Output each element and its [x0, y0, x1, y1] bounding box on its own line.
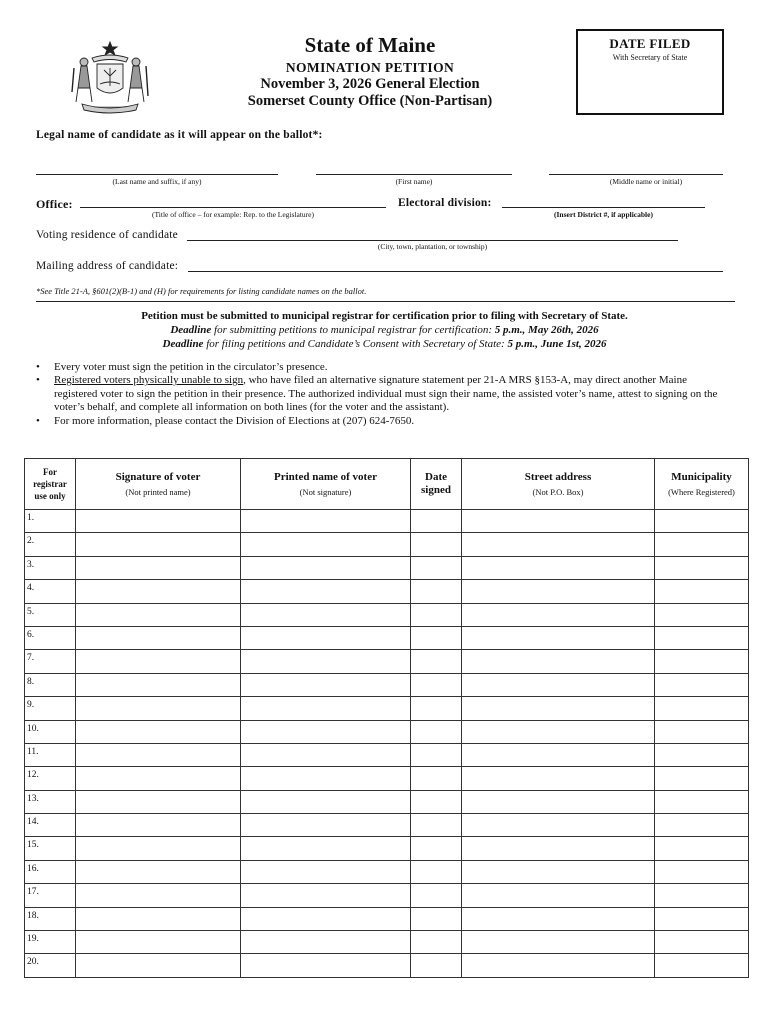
municipality-cell[interactable]	[655, 907, 749, 930]
table-row	[25, 650, 749, 673]
table-row	[25, 580, 749, 603]
municipality-cell[interactable]	[655, 931, 749, 954]
registrar-cell	[25, 626, 76, 649]
signature-cell[interactable]	[76, 954, 241, 977]
municipality-cell[interactable]	[655, 603, 749, 626]
row-number: 7.	[27, 653, 35, 664]
col-signature-header: Signature of voter (Not printed name)	[76, 459, 241, 510]
table-row	[25, 907, 749, 930]
printed-name-cell[interactable]	[241, 580, 411, 603]
date-signed-cell[interactable]	[411, 510, 462, 533]
date-signed-cell[interactable]	[411, 697, 462, 720]
printed-name-cell[interactable]	[241, 603, 411, 626]
signature-cell[interactable]	[76, 814, 241, 837]
street-address-cell[interactable]	[462, 603, 655, 626]
table-row	[25, 884, 749, 907]
electoral-division-caption: (Insert District #, if applicable)	[554, 210, 653, 219]
municipality-cell[interactable]	[655, 954, 749, 977]
printed-name-cell[interactable]	[241, 931, 411, 954]
row-number: 9.	[27, 700, 35, 711]
street-address-cell[interactable]	[462, 814, 655, 837]
signature-cell[interactable]	[76, 580, 241, 603]
row-number: 16.	[27, 863, 39, 874]
signature-cell[interactable]	[76, 790, 241, 813]
registrar-cell	[25, 603, 76, 626]
row-number: 12.	[27, 770, 39, 781]
date-signed-cell[interactable]	[411, 884, 462, 907]
col-municipality-header: Municipality (Where Registered)	[655, 459, 749, 510]
signature-cell[interactable]	[76, 697, 241, 720]
registrar-cell	[25, 580, 76, 603]
deadline-date: 5 p.m., May 26th, 2026	[494, 324, 599, 336]
date-signed-cell[interactable]	[411, 814, 462, 837]
printed-name-cell[interactable]	[241, 697, 411, 720]
deadline-text: for submitting petitions to municipal registrar for certification:	[211, 324, 495, 336]
street-address-cell[interactable]	[462, 767, 655, 790]
table-row	[25, 790, 749, 813]
table-row	[25, 931, 749, 954]
middle-name-caption: (Middle name or initial)	[609, 177, 683, 186]
deadline-instructions	[36, 309, 733, 351]
date-signed-cell[interactable]	[411, 720, 462, 743]
election-line: November 3, 2026 General Election	[260, 76, 480, 92]
street-address-cell[interactable]	[462, 580, 655, 603]
printed-name-cell[interactable]	[241, 743, 411, 766]
municipality-cell[interactable]	[655, 510, 749, 533]
row-number: 11.	[27, 746, 39, 757]
table-header-row	[25, 459, 749, 510]
signature-cell[interactable]	[76, 533, 241, 556]
municipality-cell[interactable]	[655, 626, 749, 649]
street-address-cell[interactable]	[462, 884, 655, 907]
signature-cell[interactable]	[76, 650, 241, 673]
table-row	[25, 814, 749, 837]
registrar-cell	[25, 510, 76, 533]
registrar-cell	[25, 533, 76, 556]
municipality-cell[interactable]	[655, 720, 749, 743]
office-field[interactable]	[80, 207, 386, 208]
date-signed-cell[interactable]	[411, 673, 462, 696]
registrar-cell	[25, 743, 76, 766]
table-row	[25, 626, 749, 649]
deadline-text: for filing petitions and Candidate’s Consent with Secretary of State:	[203, 338, 508, 350]
col-registrar-header: For registrar use only	[25, 459, 76, 510]
street-address-cell[interactable]	[462, 907, 655, 930]
registrar-cell	[25, 884, 76, 907]
municipality-cell[interactable]	[655, 556, 749, 579]
date-signed-cell[interactable]	[411, 907, 462, 930]
signature-cell[interactable]	[76, 673, 241, 696]
deadline-date: 5 p.m., June 1st, 2026	[507, 338, 607, 350]
date-signed-cell[interactable]	[411, 790, 462, 813]
street-address-cell[interactable]	[462, 931, 655, 954]
date-signed-cell[interactable]	[411, 743, 462, 766]
maine-state-seal-icon	[64, 40, 156, 116]
table-row	[25, 533, 749, 556]
last-name-field[interactable]	[36, 174, 278, 175]
municipality-cell[interactable]	[655, 837, 749, 860]
street-address-cell[interactable]	[462, 837, 655, 860]
row-number: 1.	[27, 513, 35, 523]
municipality-cell[interactable]	[655, 650, 749, 673]
legal-name-label: Legal name of candidate as it will appear on the ballot*:	[36, 129, 323, 141]
table-row	[25, 603, 749, 626]
deadline-word: Deadline	[170, 324, 212, 336]
row-number: 3.	[27, 559, 35, 570]
printed-name-cell[interactable]	[241, 673, 411, 696]
printed-name-cell[interactable]	[241, 510, 411, 533]
date-signed-cell[interactable]	[411, 860, 462, 883]
table-row	[25, 720, 749, 743]
signature-cell[interactable]	[76, 931, 241, 954]
registrar-cell	[25, 790, 76, 813]
deadline-word: Deadline	[162, 338, 204, 350]
signature-cell[interactable]	[76, 767, 241, 790]
filing-deadline	[36, 337, 733, 351]
street-address-cell[interactable]	[462, 673, 655, 696]
signature-table	[24, 458, 749, 978]
street-address-cell[interactable]	[462, 510, 655, 533]
signature-cell[interactable]	[76, 603, 241, 626]
row-number: 17.	[27, 887, 39, 898]
table-row	[25, 954, 749, 977]
street-address-cell[interactable]	[462, 720, 655, 743]
row-number: 10.	[27, 723, 39, 734]
submission-headline: Petition must be submitted to municipal registrar for certification prior to filing with Secretary of State.	[141, 310, 628, 322]
signature-cell[interactable]	[76, 907, 241, 930]
office-caption: (Title of office – for example: Rep. to the Legislature)	[151, 210, 315, 219]
registrar-cell	[25, 697, 76, 720]
electoral-division-label: Electoral division:	[398, 197, 492, 209]
registrar-cell	[25, 860, 76, 883]
last-name-caption: (Last name and suffix, if any)	[112, 177, 202, 186]
printed-name-cell[interactable]	[241, 814, 411, 837]
municipality-cell[interactable]	[655, 533, 749, 556]
row-number: 8.	[27, 676, 35, 687]
municipality-cell[interactable]	[655, 860, 749, 883]
table-row	[25, 743, 749, 766]
assisted-signing-text: , who have filed an alternative signature statement per 21-A MRS §153-A, may direct another Maine registered voter to sign the petition in their presence. The authorized individual must sign their name, the assisted voter’s name, attest to signing on the voter’s behalf, and complete all information on both lines (for the voter and the assistant).	[54, 374, 718, 414]
table-row	[25, 767, 749, 790]
bullet-item: • Every voter must sign the petition in the circulator’s presence.	[36, 361, 730, 374]
row-number: 19.	[27, 934, 39, 945]
bullet-item	[36, 374, 730, 414]
date-signed-cell[interactable]	[411, 954, 462, 977]
voting-residence-label: Voting residence of candidate	[36, 229, 178, 241]
street-address-cell[interactable]	[462, 650, 655, 673]
mailing-address-label: Mailing address of candidate:	[36, 260, 179, 272]
signature-cell[interactable]	[76, 860, 241, 883]
street-address-cell[interactable]	[462, 697, 655, 720]
street-address-cell[interactable]	[462, 626, 655, 649]
printed-name-cell[interactable]	[241, 860, 411, 883]
ballot-name-footnote: *See Title 21-A, §601(2)(B-1) and (H) for requirements for listing candidate names on the ballot.	[36, 286, 367, 296]
date-filed-box[interactable]	[576, 29, 724, 115]
printed-name-cell[interactable]	[241, 533, 411, 556]
row-number: 2.	[27, 536, 35, 547]
signature-cell[interactable]	[76, 884, 241, 907]
street-address-cell[interactable]	[462, 556, 655, 579]
municipality-cell[interactable]	[655, 884, 749, 907]
printed-name-cell[interactable]	[241, 556, 411, 579]
printed-name-cell[interactable]	[241, 907, 411, 930]
office-line: Somerset County Office (Non-Partisan)	[247, 93, 493, 109]
registrar-deadline	[36, 323, 733, 337]
signature-cell[interactable]	[76, 626, 241, 649]
date-signed-cell[interactable]	[411, 603, 462, 626]
signature-cell[interactable]	[76, 720, 241, 743]
street-address-cell[interactable]	[462, 533, 655, 556]
municipality-cell[interactable]	[655, 697, 749, 720]
petition-subtitle: NOMINATION PETITION	[285, 60, 455, 75]
municipality-cell[interactable]	[655, 743, 749, 766]
signature-cell[interactable]	[76, 837, 241, 860]
printed-name-cell[interactable]	[241, 790, 411, 813]
street-address-cell[interactable]	[462, 743, 655, 766]
table-row	[25, 837, 749, 860]
signature-cell[interactable]	[76, 510, 241, 533]
date-signed-cell[interactable]	[411, 580, 462, 603]
printed-name-cell[interactable]	[241, 954, 411, 977]
signature-cell[interactable]	[76, 743, 241, 766]
table-row	[25, 860, 749, 883]
page-title: State of Maine	[304, 33, 436, 57]
row-number: 20.	[27, 957, 39, 968]
date-signed-cell[interactable]	[411, 556, 462, 579]
printed-name-cell[interactable]	[241, 837, 411, 860]
street-address-cell[interactable]	[462, 954, 655, 977]
row-number: 5.	[27, 606, 35, 617]
signature-cell[interactable]	[76, 556, 241, 579]
middle-name-field[interactable]	[549, 174, 723, 175]
date-signed-cell[interactable]	[411, 533, 462, 556]
municipality-cell[interactable]	[655, 580, 749, 603]
printed-name-cell[interactable]	[241, 767, 411, 790]
row-number: 14.	[27, 817, 39, 828]
registrar-cell	[25, 767, 76, 790]
row-number: 6.	[27, 629, 35, 640]
date-signed-cell[interactable]	[411, 837, 462, 860]
date-signed-cell[interactable]	[411, 626, 462, 649]
registrar-cell	[25, 931, 76, 954]
date-filed-label: DATE FILED	[609, 36, 691, 51]
instruction-bullets	[36, 361, 730, 428]
bullet-item: • For more information, please contact the Division of Elections at (207) 624-7650.	[36, 415, 730, 428]
electoral-division-field[interactable]	[502, 207, 705, 208]
row-number: 13.	[27, 793, 39, 804]
registrar-cell	[25, 673, 76, 696]
registrar-cell	[25, 814, 76, 837]
section-divider	[36, 301, 735, 302]
mailing-address-field[interactable]	[188, 271, 723, 272]
date-signed-cell[interactable]	[411, 931, 462, 954]
row-number: 15.	[27, 840, 39, 851]
municipality-cell[interactable]	[655, 673, 749, 696]
printed-name-cell[interactable]	[241, 650, 411, 673]
row-number: 4.	[27, 583, 35, 594]
first-name-caption: (First name)	[395, 177, 433, 186]
printed-name-cell[interactable]	[241, 626, 411, 649]
office-label: Office:	[36, 197, 73, 211]
table-row	[25, 697, 749, 720]
date-signed-cell[interactable]	[411, 767, 462, 790]
registrar-cell	[25, 907, 76, 930]
assisted-signing-link-text: Registered voters physically unable to sign	[54, 374, 244, 387]
col-street-header: Street address (Not P.O. Box)	[462, 459, 655, 510]
col-date-header: Date signed	[411, 459, 462, 510]
table-row	[25, 556, 749, 579]
registrar-cell	[25, 720, 76, 743]
registrar-cell	[25, 837, 76, 860]
table-row	[25, 510, 749, 533]
registrar-cell	[25, 954, 76, 977]
voting-residence-caption: (City, town, plantation, or township)	[377, 242, 488, 251]
printed-name-cell[interactable]	[241, 720, 411, 743]
date-filed-sublabel: With Secretary of State	[612, 53, 688, 62]
printed-name-cell[interactable]	[241, 884, 411, 907]
registrar-cell	[25, 650, 76, 673]
municipality-cell[interactable]	[655, 767, 749, 790]
municipality-cell[interactable]	[655, 814, 749, 837]
registrar-cell	[25, 556, 76, 579]
street-address-cell[interactable]	[462, 860, 655, 883]
voting-residence-field[interactable]	[187, 240, 678, 241]
table-row	[25, 673, 749, 696]
street-address-cell[interactable]	[462, 790, 655, 813]
row-number: 18.	[27, 910, 39, 921]
first-name-field[interactable]	[316, 174, 512, 175]
municipality-cell[interactable]	[655, 790, 749, 813]
date-signed-cell[interactable]	[411, 650, 462, 673]
col-printed-name-header: Printed name of voter (Not signature)	[241, 459, 411, 510]
